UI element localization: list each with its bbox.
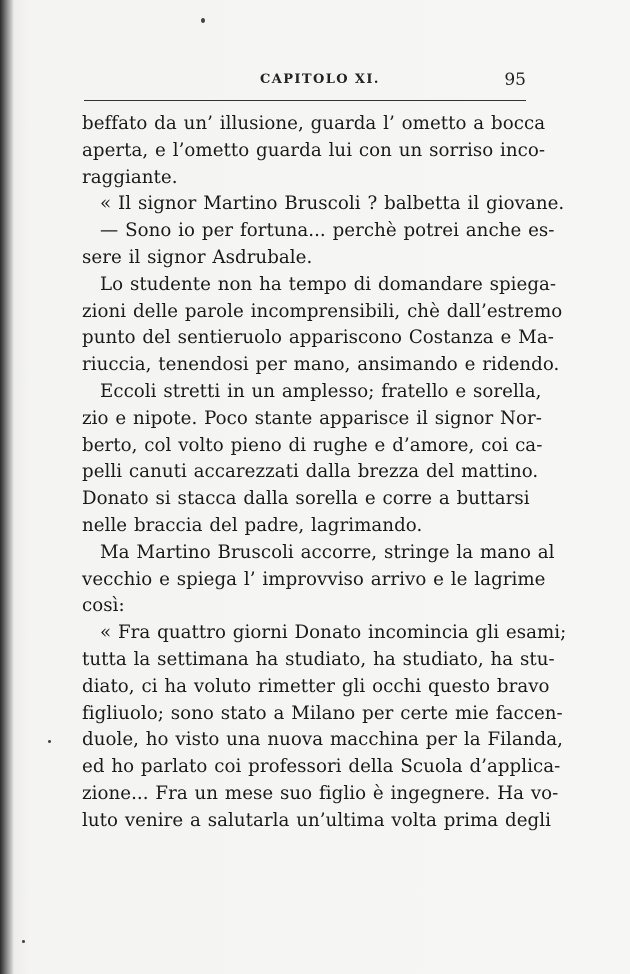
text-line: nelle braccia del padre, lagrimando.: [82, 514, 423, 536]
text-line: zione... Fra un mese suo figlio è ingegnere. Ha vo-: [82, 782, 559, 804]
text-line: « Fra quattro giorni Donato incomincia gli esami;: [100, 622, 567, 644]
text-line: riuccia, tenendosi per mano, ansimando e ridendo.: [82, 354, 560, 376]
text-line: duole, ho visto una nuova macchina per la Filanda,: [82, 729, 563, 751]
header-rule: [84, 100, 526, 101]
text-line: raggiante.: [82, 166, 178, 188]
print-speck: [22, 940, 25, 943]
print-speck: [48, 740, 51, 743]
text-line: sere il signor Asdrubale.: [82, 246, 313, 268]
text-line: punto del sentieruolo appariscono Costanza e Ma-: [82, 327, 554, 349]
text-line: zioni delle parole incomprensibili, chè dall’estremo: [82, 300, 563, 322]
page-header: [84, 70, 530, 96]
page-number: 95: [504, 70, 526, 90]
text-line: Ma Martino Bruscoli accorre, stringe la mano al: [100, 541, 555, 563]
text-line: — Sono io per fortuna... perchè potrei anche es-: [100, 220, 555, 242]
text-line: tutta la settimana ha studiato, ha studiato, ha stu-: [82, 648, 555, 670]
text-line: « Il signor Martino Bruscoli ? balbetta il giovane.: [100, 193, 565, 215]
text-line: zio e nipote. Poco stante apparisce il signor Nor-: [82, 407, 542, 429]
text-line: ed ho parlato coi professori della Scuola d’applica-: [82, 756, 561, 778]
text-line: figliuolo; sono stato a Milano per certe mie faccen-: [82, 702, 563, 724]
text-line: berto, col volto pieno di rughe e d’amore, coi ca-: [82, 434, 543, 456]
text-line: vecchio e spiega l’ improvviso arrivo e le lagrime: [82, 568, 546, 590]
text-line: pelli canuti accarezzati dalla brezza del mattino.: [82, 461, 539, 483]
text-line: Eccoli stretti in un amplesso; fratello e sorella,: [100, 380, 542, 402]
text-line: così:: [82, 595, 125, 617]
text-line: Donato si stacca dalla sorella e corre a buttarsi: [82, 488, 530, 510]
text-line: luto venire a salutarla un’ultima volta prima degli: [82, 809, 551, 831]
page-binding-edge: [0, 0, 14, 974]
text-line: Lo studente non ha tempo di domandare spiega-: [100, 273, 557, 295]
body-text: [82, 111, 567, 835]
text-line: beffato da un’ illusione, guarda l’ ometto a bocca: [82, 113, 546, 134]
text-line: aperta, e l’ometto guarda lui con un sorriso inco-: [82, 139, 546, 161]
print-speck: [201, 18, 205, 23]
text-line: diato, ci ha voluto rimetter gli occhi questo bravo: [82, 675, 550, 697]
running-head: CAPITOLO XI.: [260, 72, 380, 87]
